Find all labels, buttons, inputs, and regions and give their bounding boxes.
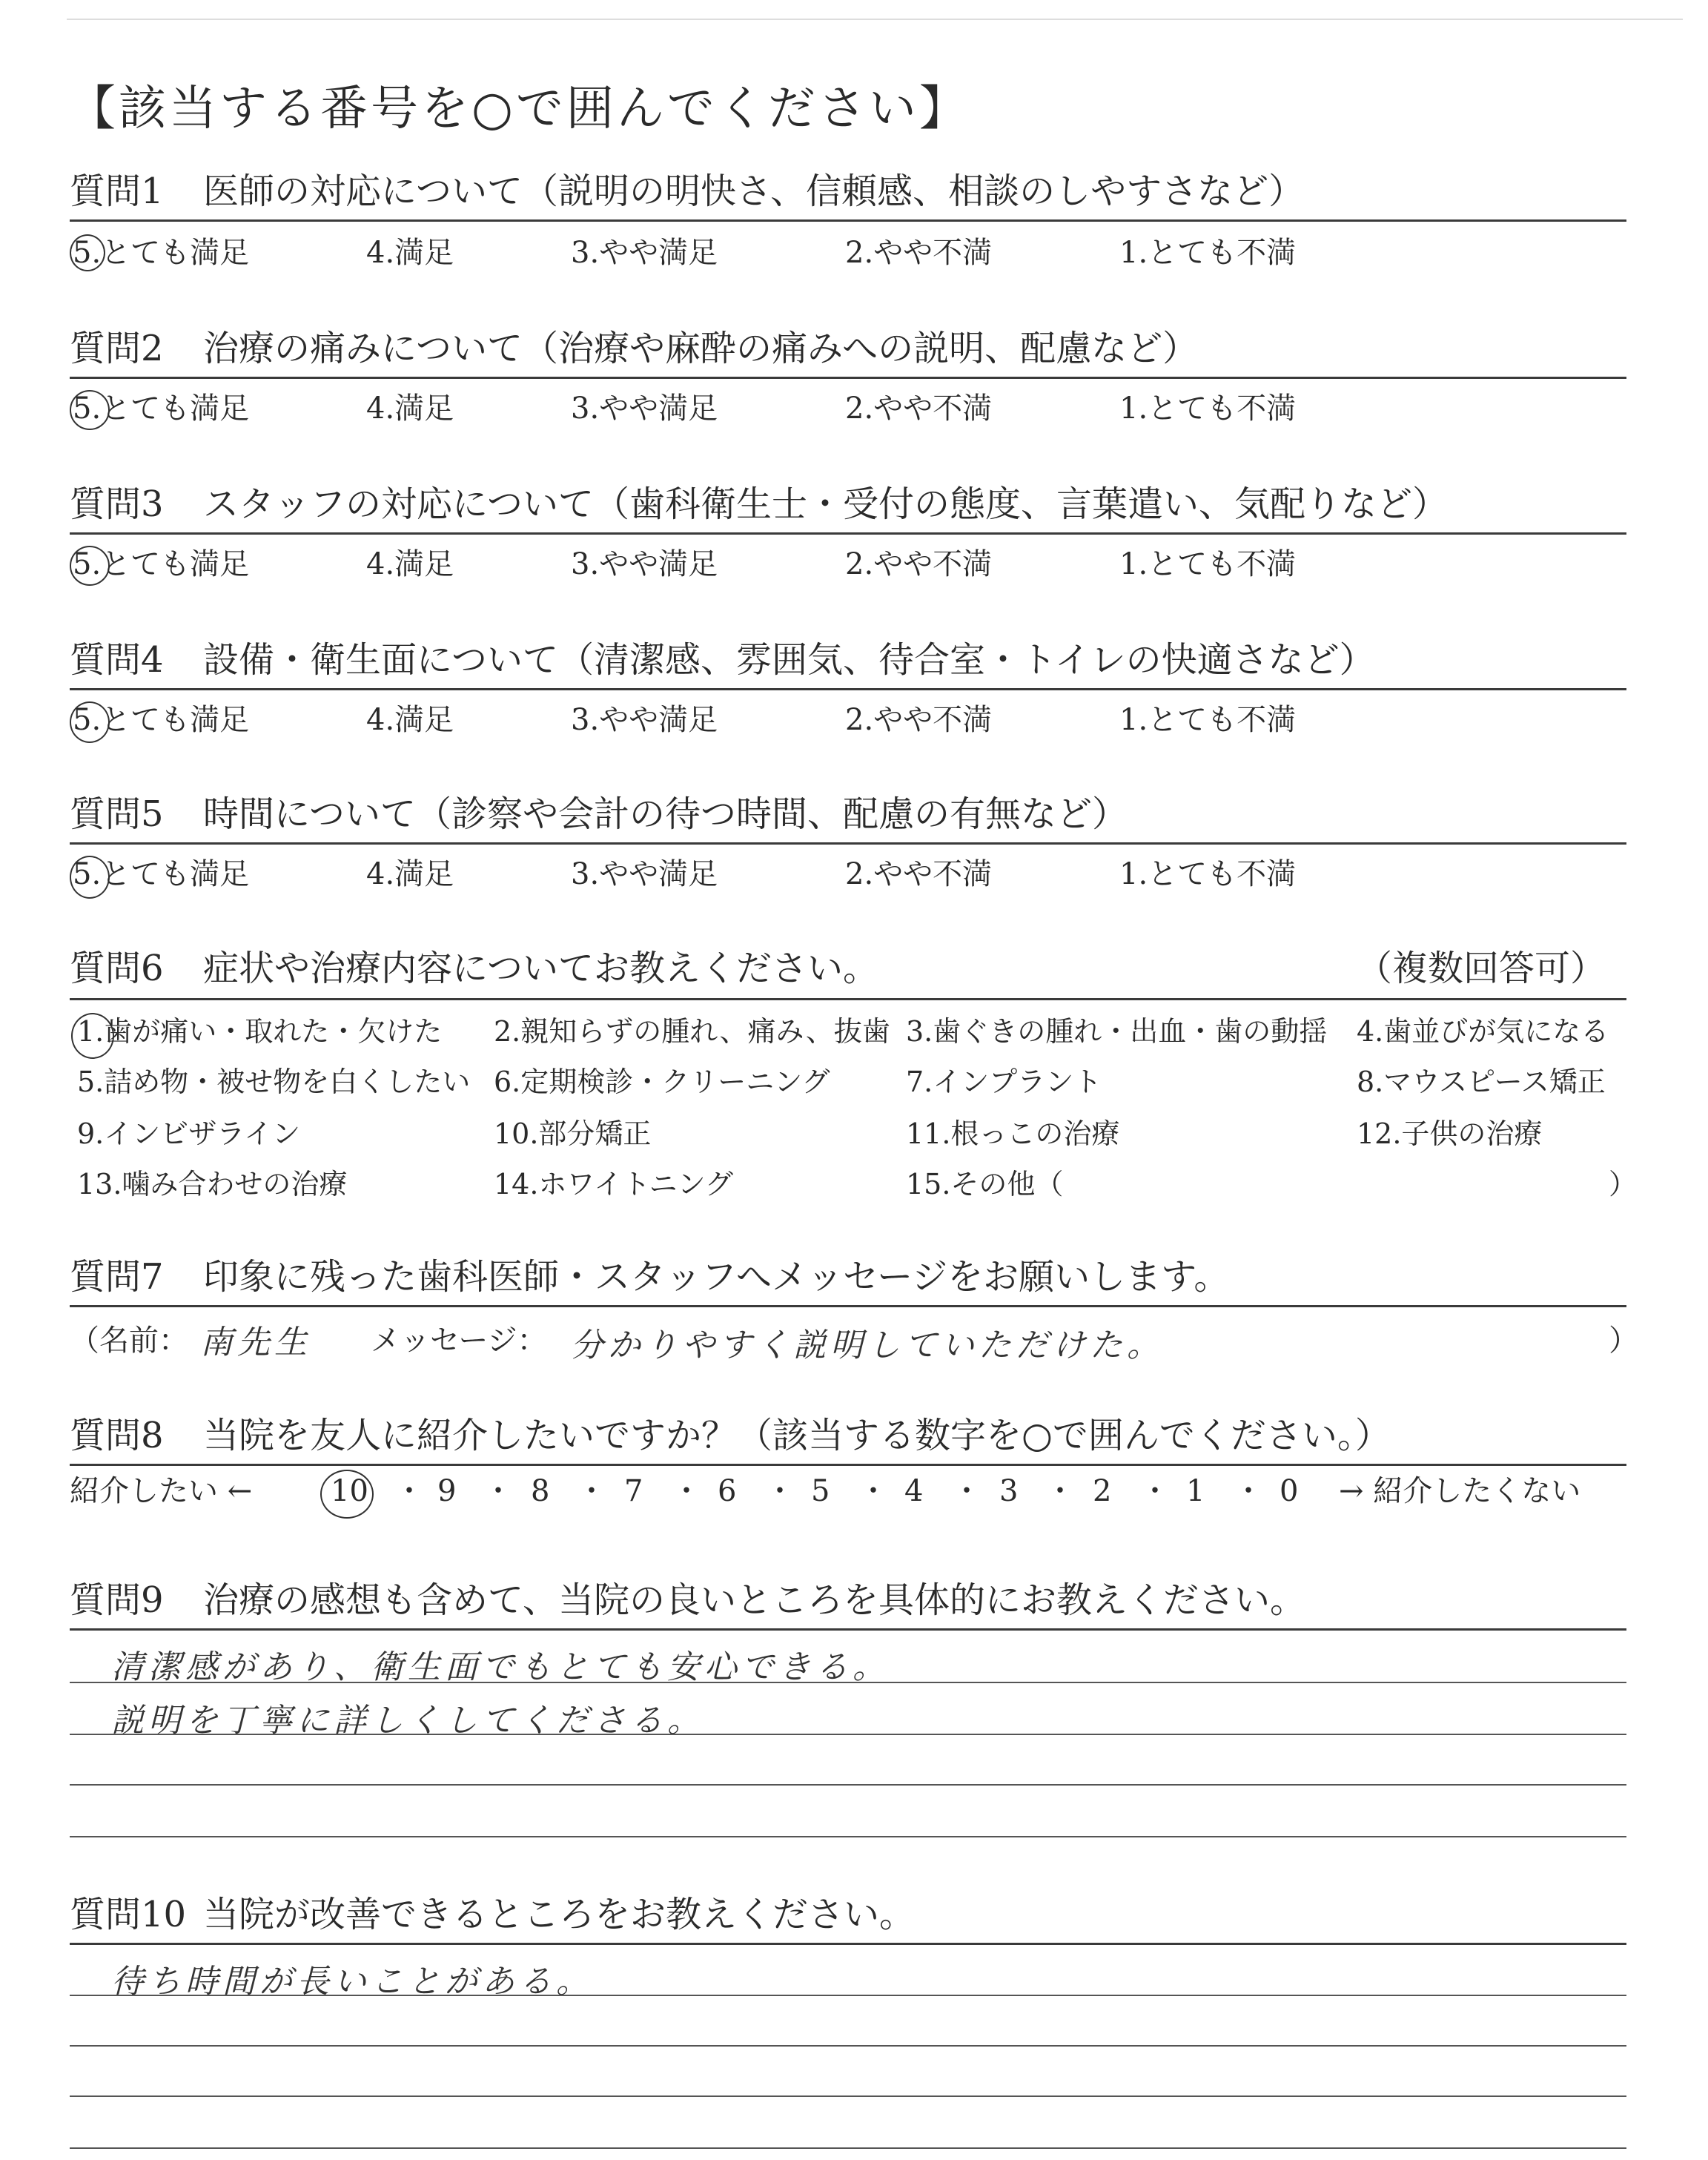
question-number: 質問4 [70, 639, 164, 681]
divider [70, 842, 1626, 845]
answer-line-1[interactable]: 待ち時間が長いことがある。 [111, 1963, 593, 2001]
rating-option-4[interactable]: 4.満足 [366, 857, 454, 891]
scale-dot: ・ [483, 1474, 513, 1508]
rating-option-2[interactable]: 2.やや不満 [845, 547, 993, 581]
recommend-left-label: 紹介したい ← [70, 1474, 253, 1508]
divider [70, 1305, 1626, 1307]
divider [70, 377, 1626, 379]
answer-rule [70, 2095, 1626, 2097]
symptom-option-14[interactable]: 14.ホワイトニング [494, 1168, 734, 1200]
rating-option-4[interactable]: 4.満足 [366, 392, 454, 426]
question-4 [70, 638, 1375, 682]
answer-rule [70, 1995, 1626, 1996]
rating-option-2[interactable]: 2.やや不満 [845, 857, 993, 891]
answer-line-2[interactable]: 説明を丁寧に詳しくしてくださる。 [111, 1702, 704, 1740]
top-rule [67, 19, 1683, 20]
symptom-option-5[interactable]: 5.詰め物・被せ物を白くしたい [77, 1066, 471, 1098]
name-handwritten[interactable]: 南先生 [200, 1324, 311, 1361]
recommend-right-label: → 紹介したくない [1339, 1474, 1581, 1508]
rating-option-2[interactable]: 2.やや不満 [845, 703, 993, 737]
rating-option-5[interactable]: 5.とても満足 [73, 703, 250, 737]
rating-option-5[interactable]: 5.とても満足 [73, 547, 250, 581]
score-1[interactable]: 1 [1186, 1474, 1205, 1508]
question-number: 質問10 [70, 1894, 187, 1935]
question-7 [70, 1255, 1229, 1299]
question-number: 質問7 [70, 1256, 164, 1298]
score-8[interactable]: 8 [531, 1474, 550, 1508]
rating-option-2[interactable]: 2.やや不満 [845, 392, 993, 426]
rating-row-q2 [70, 390, 1634, 427]
message-handwritten[interactable]: 分かりやすく説明していただけた。 [571, 1327, 1164, 1364]
rating-option-3[interactable]: 3.やや満足 [571, 547, 718, 581]
question-text: 印象に残った歯科医師・スタッフへメッセージをお願いします。 [203, 1256, 1230, 1298]
score-0[interactable]: 0 [1280, 1474, 1299, 1508]
answer-rule [70, 1734, 1626, 1735]
rating-option-5[interactable]: 5.とても満足 [73, 236, 250, 270]
page-title: 【該当する番号を○で囲んでください】 [68, 82, 970, 136]
score-7[interactable]: 7 [624, 1474, 643, 1508]
symptom-option-11[interactable]: 11.根っこの治療 [906, 1117, 1120, 1150]
scale-dot: ・ [1140, 1474, 1170, 1508]
symptom-option-15[interactable]: 15.その他（ [906, 1168, 1064, 1200]
score-5[interactable]: 5 [811, 1474, 830, 1508]
symptom-option-2[interactable]: 2.親知らずの腫れ、痛み、抜歯 [494, 1015, 890, 1048]
question-number: 質問9 [70, 1579, 164, 1621]
multiple-answer-note: （複数回答可） [1357, 948, 1606, 989]
rating-option-5[interactable]: 5.とても満足 [73, 857, 250, 891]
rating-option-1[interactable]: 1.とても不満 [1119, 703, 1297, 737]
scale-dot: ・ [394, 1474, 424, 1508]
rating-option-3[interactable]: 3.やや満足 [571, 857, 718, 891]
scale-dot: ・ [672, 1474, 701, 1508]
score-9[interactable]: 9 [437, 1474, 457, 1508]
rating-row-q3 [70, 546, 1634, 583]
question-text: 当院が改善できるところをお教えください。 [203, 1894, 916, 1935]
symptom-option-7[interactable]: 7.インプラント [906, 1066, 1102, 1098]
question-text: 症状や治療内容についてお教えください。 [203, 948, 879, 989]
question-text: 医師の対応について（説明の明快さ、信頼感、相談のしやすさなど） [203, 171, 1305, 212]
score-3[interactable]: 3 [999, 1474, 1019, 1508]
rating-option-3[interactable]: 3.やや満足 [571, 703, 718, 737]
divider [70, 1464, 1626, 1466]
rating-option-3[interactable]: 3.やや満足 [571, 392, 718, 426]
question-number: 質問8 [70, 1415, 164, 1456]
scale-dot: ・ [577, 1474, 606, 1508]
answer-rule [70, 1784, 1626, 1786]
question-number: 質問6 [70, 948, 164, 989]
question-2 [70, 326, 1198, 371]
rating-option-1[interactable]: 1.とても不満 [1119, 857, 1297, 891]
question-number: 質問2 [70, 328, 164, 369]
symptom-option-6[interactable]: 6.定期検診・クリーニング [494, 1066, 830, 1098]
question-1 [70, 169, 1304, 214]
question-text: 設備・衛生面について（清潔感、雰囲気、待合室・トイレの快適さなど） [203, 639, 1375, 681]
score-10[interactable]: 10 [331, 1474, 368, 1508]
rating-option-1[interactable]: 1.とても不満 [1119, 392, 1297, 426]
question-10 [70, 1892, 915, 1937]
divider [70, 219, 1626, 222]
rating-option-2[interactable]: 2.やや不満 [845, 236, 993, 270]
scale-dot: ・ [1045, 1474, 1075, 1508]
question-number: 質問1 [70, 171, 164, 212]
divider [70, 532, 1626, 535]
answer-rule [70, 2147, 1626, 2149]
symptom-option-9[interactable]: 9.インビザライン [77, 1117, 301, 1150]
question-number: 質問3 [70, 483, 164, 525]
divider [70, 1943, 1626, 1945]
name-label: （名前： [70, 1324, 188, 1358]
score-4[interactable]: 4 [904, 1474, 924, 1508]
rating-option-1[interactable]: 1.とても不満 [1119, 236, 1297, 270]
rating-option-5[interactable]: 5.とても満足 [73, 392, 250, 426]
scale-dot: ・ [765, 1474, 795, 1508]
rating-row-q1 [70, 234, 1634, 271]
symptom-option-13[interactable]: 13.噛み合わせの治療 [77, 1168, 348, 1200]
rating-option-4[interactable]: 4.満足 [366, 703, 454, 737]
scale-dot: ・ [952, 1474, 982, 1508]
rating-row-q5 [70, 856, 1634, 893]
question-text: 当院を友人に紹介したいですか？（該当する数字を○で囲んでください。） [203, 1415, 1391, 1456]
message-label: メッセージ： [371, 1324, 547, 1358]
answer-rule [70, 1836, 1626, 1837]
message-close-paren: ） [1609, 1324, 1638, 1358]
question-9 [70, 1578, 1305, 1622]
question-6 [70, 946, 878, 991]
rating-option-4[interactable]: 4.満足 [366, 547, 454, 581]
question-text: スタッフの対応について（歯科衛生士・受付の態度、言葉遣い、気配りなど） [203, 483, 1449, 525]
question-text: 治療の痛みについて（治療や麻酔の痛みへの説明、配慮など） [203, 328, 1199, 369]
answer-rule [70, 1682, 1626, 1683]
question-text: 治療の感想も含めて、当院の良いところを具体的にお教えください。 [203, 1579, 1306, 1621]
scale-dot: ・ [1234, 1474, 1263, 1508]
symptom-option-12[interactable]: 12.子供の治療 [1357, 1117, 1543, 1150]
divider [70, 998, 1626, 1000]
divider [70, 1628, 1626, 1631]
answer-rule [70, 2045, 1626, 2047]
symptom-option-10[interactable]: 10.部分矯正 [494, 1117, 652, 1150]
rating-option-3[interactable]: 3.やや満足 [571, 236, 718, 270]
question-3 [70, 482, 1448, 526]
other-close-paren: ） [1609, 1168, 1638, 1200]
symptom-option-4[interactable]: 4.歯並びが気になる [1357, 1015, 1609, 1048]
rating-option-1[interactable]: 1.とても不満 [1119, 547, 1297, 581]
question-8 [70, 1413, 1391, 1458]
answer-line-1[interactable]: 清潔感があり、衛生面でもとても安心できる。 [111, 1648, 890, 1686]
score-6[interactable]: 6 [718, 1474, 737, 1508]
rating-row-q4 [70, 701, 1634, 739]
symptom-option-1[interactable]: 1.歯が痛い・取れた・欠けた [77, 1015, 443, 1048]
question-5 [70, 792, 1128, 836]
symptom-option-8[interactable]: 8.マウスピース矯正 [1357, 1066, 1606, 1098]
question-number: 質問5 [70, 793, 164, 835]
question-text: 時間について（診察や会計の待つ時間、配慮の有無など） [203, 793, 1128, 835]
divider [70, 688, 1626, 690]
score-2[interactable]: 2 [1093, 1474, 1112, 1508]
rating-option-4[interactable]: 4.満足 [366, 236, 454, 270]
scale-dot: ・ [858, 1474, 888, 1508]
symptom-option-3[interactable]: 3.歯ぐきの腫れ・出血・歯の動揺 [906, 1015, 1328, 1048]
